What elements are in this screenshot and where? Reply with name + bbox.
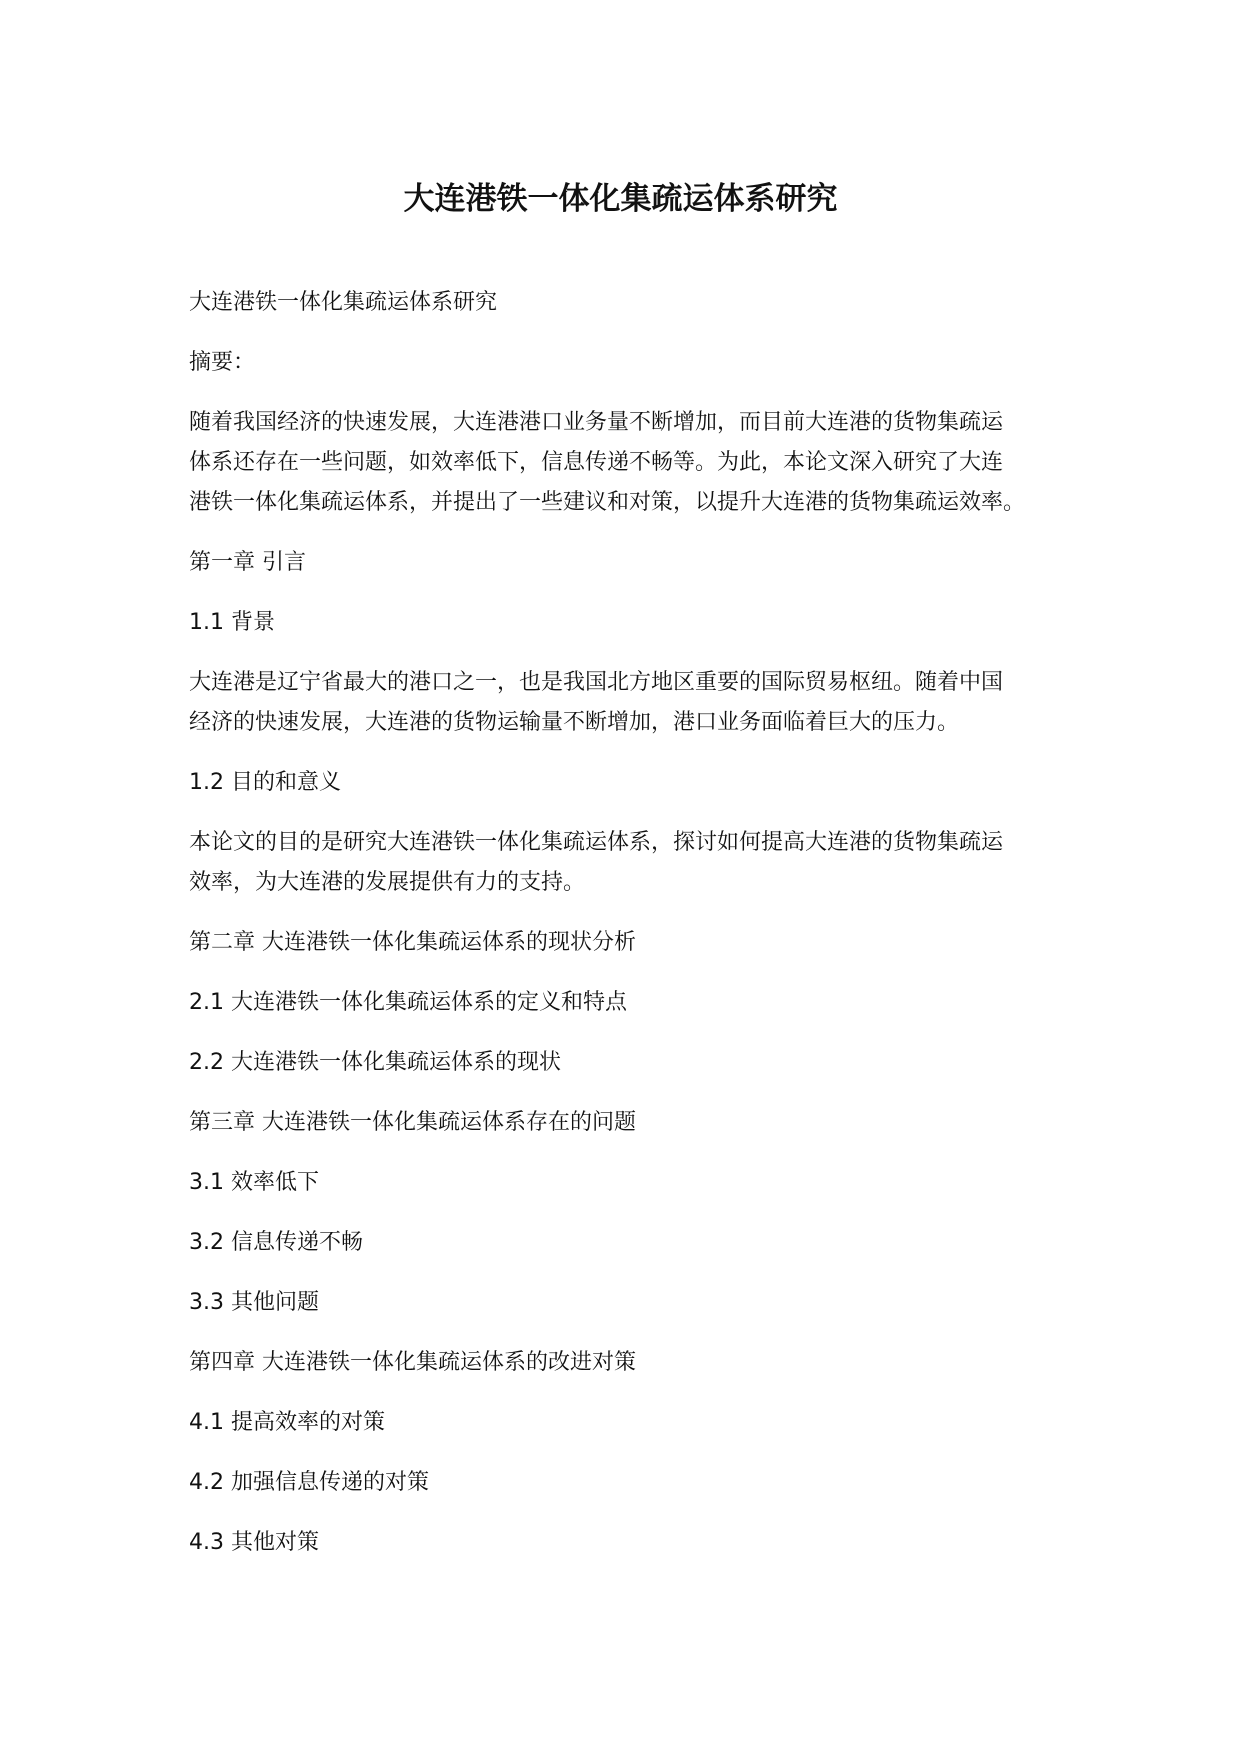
text-line: 港铁一体化集疏运体系，并提出了一些建议和对策，以提升大连港的货物集疏运效率。 xyxy=(189,490,1026,515)
paragraph-purpose xyxy=(189,823,1069,903)
heading-section-3-3 xyxy=(189,1283,1069,1323)
text-line: 1.2 目的和意义 xyxy=(189,770,341,795)
paragraph-abstract-label xyxy=(189,343,1069,383)
text-line: 2.1 大连港铁一体化集疏运体系的定义和特点 xyxy=(189,990,627,1015)
heading-section-3-1 xyxy=(189,1163,1069,1203)
text-line: 本论文的目的是研究大连港铁一体化集疏运体系，探讨如何提高大连港的货物集疏运 xyxy=(189,830,1004,855)
text-line: 第二章 大连港铁一体化集疏运体系的现状分析 xyxy=(189,930,636,955)
heading-section-1-2 xyxy=(189,763,1069,803)
text-line: 3.3 其他问题 xyxy=(189,1290,319,1315)
heading-section-1-1 xyxy=(189,603,1069,643)
text-line: 3.2 信息传递不畅 xyxy=(189,1230,363,1255)
heading-chapter-3 xyxy=(189,1103,1069,1143)
text-line: 效率，为大连港的发展提供有力的支持。 xyxy=(189,870,586,895)
heading-chapter-4 xyxy=(189,1343,1069,1383)
text-line: 4.2 加强信息传递的对策 xyxy=(189,1470,429,1495)
paragraph-subtitle xyxy=(189,283,1069,323)
heading-section-3-2 xyxy=(189,1223,1069,1263)
document-body xyxy=(189,283,1069,1583)
paragraph-abstract xyxy=(189,403,1069,523)
text-line: 2.2 大连港铁一体化集疏运体系的现状 xyxy=(189,1050,561,1075)
heading-section-2-2 xyxy=(189,1043,1069,1083)
text-line: 体系还存在一些问题，如效率低下，信息传递不畅等。为此，本论文深入研究了大连 xyxy=(189,450,1004,475)
text-line: 大连港铁一体化集疏运体系研究 xyxy=(189,290,498,315)
text-line: 3.1 效率低下 xyxy=(189,1170,319,1195)
text-line: 经济的快速发展，大连港的货物运输量不断增加，港口业务面临着巨大的压力。 xyxy=(189,710,960,735)
text-line: 大连港是辽宁省最大的港口之一，也是我国北方地区重要的国际贸易枢纽。随着中国 xyxy=(189,670,1004,695)
heading-chapter-1 xyxy=(189,543,1069,583)
text-line: 随着我国经济的快速发展，大连港港口业务量不断增加，而目前大连港的货物集疏运 xyxy=(189,410,1004,435)
heading-section-2-1 xyxy=(189,983,1069,1023)
text-line: 1.1 背景 xyxy=(189,610,275,635)
heading-section-4-1 xyxy=(189,1403,1069,1443)
paragraph-background xyxy=(189,663,1069,743)
heading-section-4-2 xyxy=(189,1463,1069,1503)
text-line: 第四章 大连港铁一体化集疏运体系的改进对策 xyxy=(189,1350,636,1375)
page-title: 大连港铁一体化集疏运体系研究 xyxy=(403,181,838,217)
text-line: 第三章 大连港铁一体化集疏运体系存在的问题 xyxy=(189,1110,636,1135)
text-line: 4.3 其他对策 xyxy=(189,1530,319,1555)
text-line: 4.1 提高效率的对策 xyxy=(189,1410,385,1435)
heading-chapter-2 xyxy=(189,923,1069,963)
heading-section-4-3 xyxy=(189,1523,1069,1563)
text-line: 摘要： xyxy=(189,350,256,375)
text-line: 第一章 引言 xyxy=(189,550,306,575)
